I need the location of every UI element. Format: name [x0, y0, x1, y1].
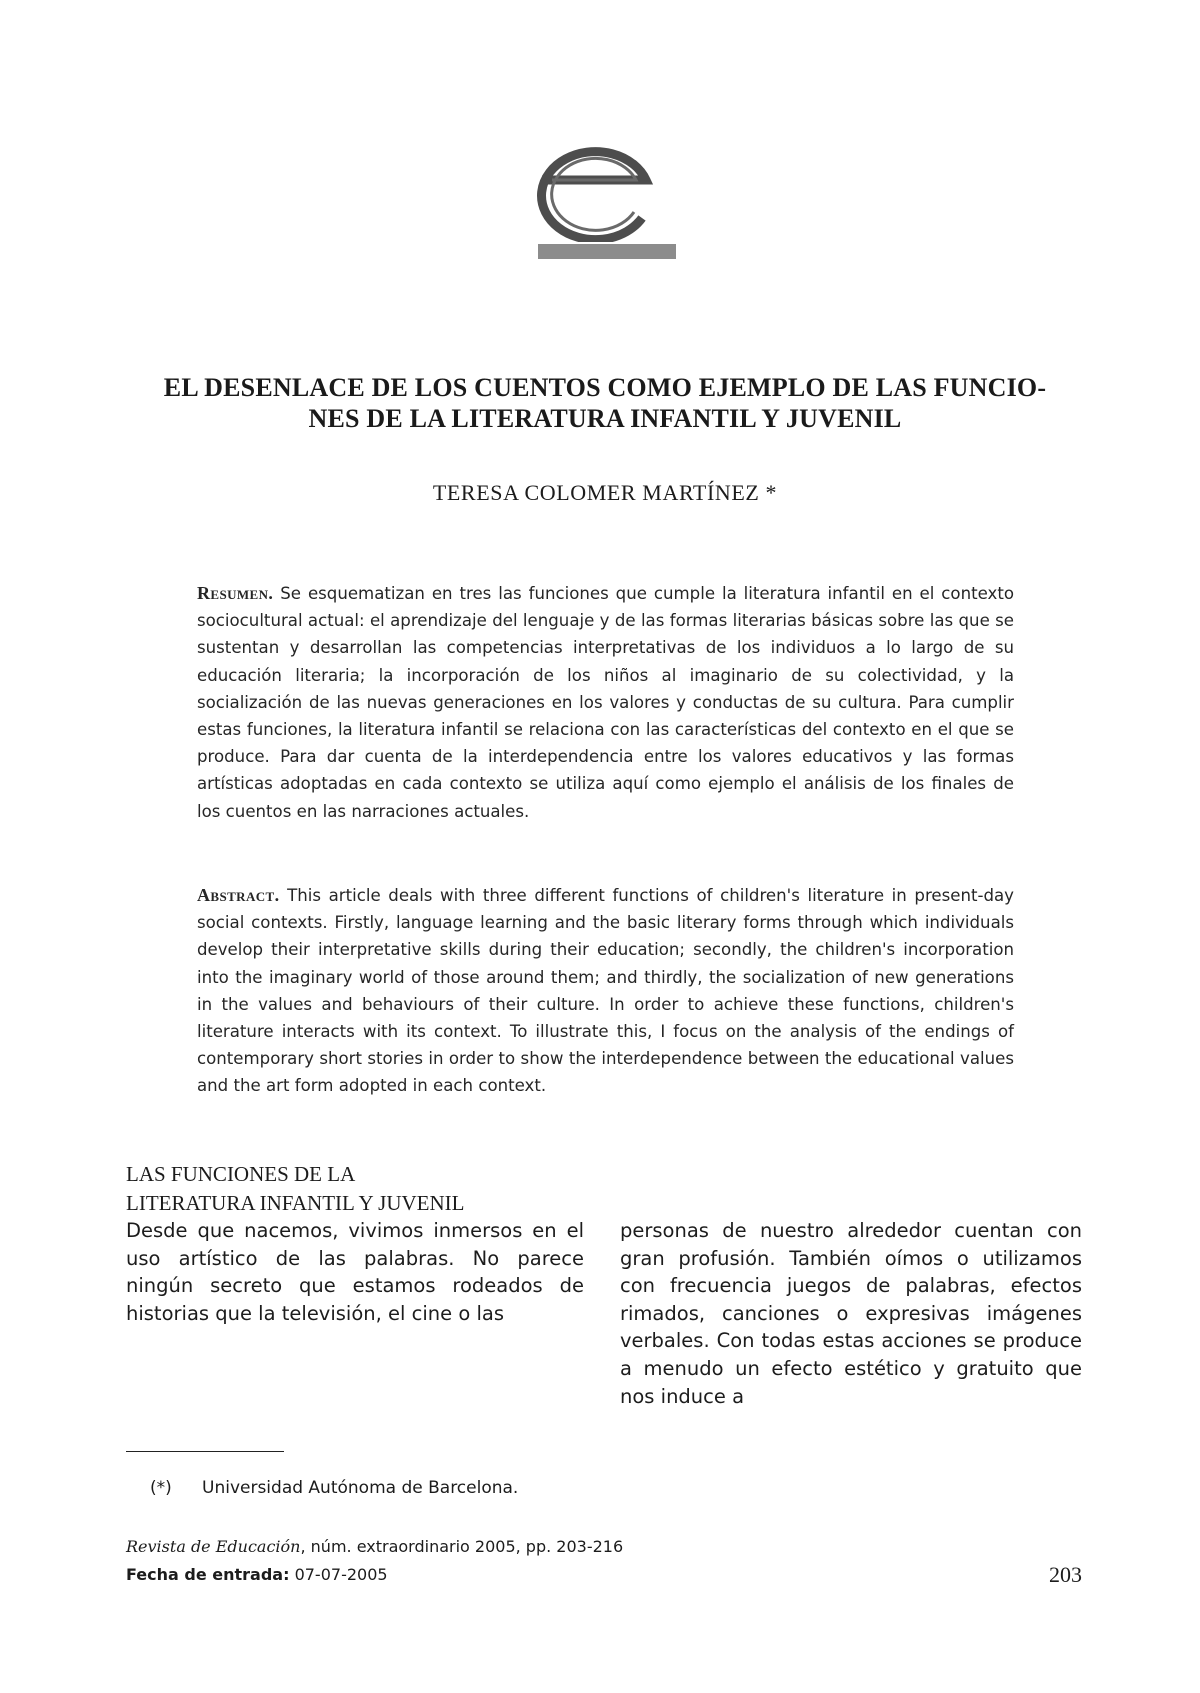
abstract-paragraph: [197, 882, 1014, 1100]
resumen-label: Resumen.: [197, 583, 274, 603]
entry-date-value: 07-07-2005: [289, 1565, 388, 1584]
resumen-paragraph: [197, 580, 1014, 825]
title-line-2: NES DE LA LITERATURA INFANTIL Y JUVENIL: [308, 404, 902, 433]
resumen-text: Se esquematizan en tres las funciones que cumple la literatura infantil en el contexto sociocultural actual: el aprendizaje del lenguaje y de las formas literarias básicas sobre las que se sustentan y desarrollan las competencias interpretativas de los individuos a lo largo de su educación literaria; la incorporación de los niños al imaginario de su colectividad, y la socialización de las nuevas generaciones en los valores y conductas de su cultura. Para cumplir estas funciones, la literatura infantil se relaciona con las características del contexto en el que se produce. Para dar cuenta de la interdependencia entre los valores educativos y las formas artísticas adoptadas en cada contexto se utiliza aquí como ejemplo el análisis de los finales de los cuentos en las narraciones actuales.: [197, 584, 1014, 821]
section-heading-line-2: LITERATURA INFANTIL Y JUVENIL: [126, 1191, 465, 1215]
section-heading: [126, 1160, 584, 1218]
author-name: TERESA COLOMER MARTÍNEZ *: [432, 480, 778, 505]
journal-e-logo-icon: [530, 130, 670, 242]
footnote-text: Universidad Autónoma de Barcelona.: [202, 1478, 519, 1498]
journal-citation: [126, 1537, 623, 1556]
section-heading-line-1: LAS FUNCIONES DE LA: [126, 1162, 356, 1186]
body-column-right: personas de nuestro alrededor cuentan con gran profusión. También oímos o utilizamos con frecuencia juegos de palabras, efectos rimados, canciones o expresivas imágenes verbales. Con todas estas acciones se produce a menudo un efecto estético y gratuito que nos induce a: [620, 1219, 1082, 1408]
journal-issue: , núm. extraordinario 2005, pp. 203-216: [300, 1537, 624, 1556]
entry-date-label: Fecha de entrada:: [126, 1565, 290, 1584]
abstract-label: Abstract.: [197, 885, 280, 905]
abstract-text: This article deals with three different functions of children's literature in present-day social contexts. Firstly, language learning and the basic literary forms through which individuals develop their interpretative skills during their education; secondly, the children's incorporation into the imaginary world of those around them; and thirdly, the socialization of new generations in the values and behaviours of their culture. In order to achieve these functions, children's literature interacts with its context. To illustrate this, I focus on the analysis of the endings of contemporary short stories in order to show the interdependence between the educational values and the art form adopted in each context.: [197, 886, 1014, 1096]
page-number: 203: [1049, 1562, 1082, 1587]
footnote-mark: (*): [150, 1478, 172, 1498]
journal-name: Revista de Educación: [126, 1537, 301, 1556]
footnote: [150, 1478, 518, 1498]
article-title: [150, 372, 1060, 434]
journal-logo: [530, 130, 670, 260]
footnote-divider: [126, 1451, 284, 1452]
body-column-left: Desde que nacemos, vivimos inmersos en el uso artístico de las palabras. No parece ningún secreto que estamos rodeados de historias que la televisión, el cine o las: [126, 1219, 584, 1325]
entry-date: [126, 1565, 388, 1584]
title-line-1: EL DESENLACE DE LOS CUENTOS COMO EJEMPLO DE LAS FUNCIO-: [163, 373, 1047, 402]
logo-bar: [538, 244, 676, 259]
